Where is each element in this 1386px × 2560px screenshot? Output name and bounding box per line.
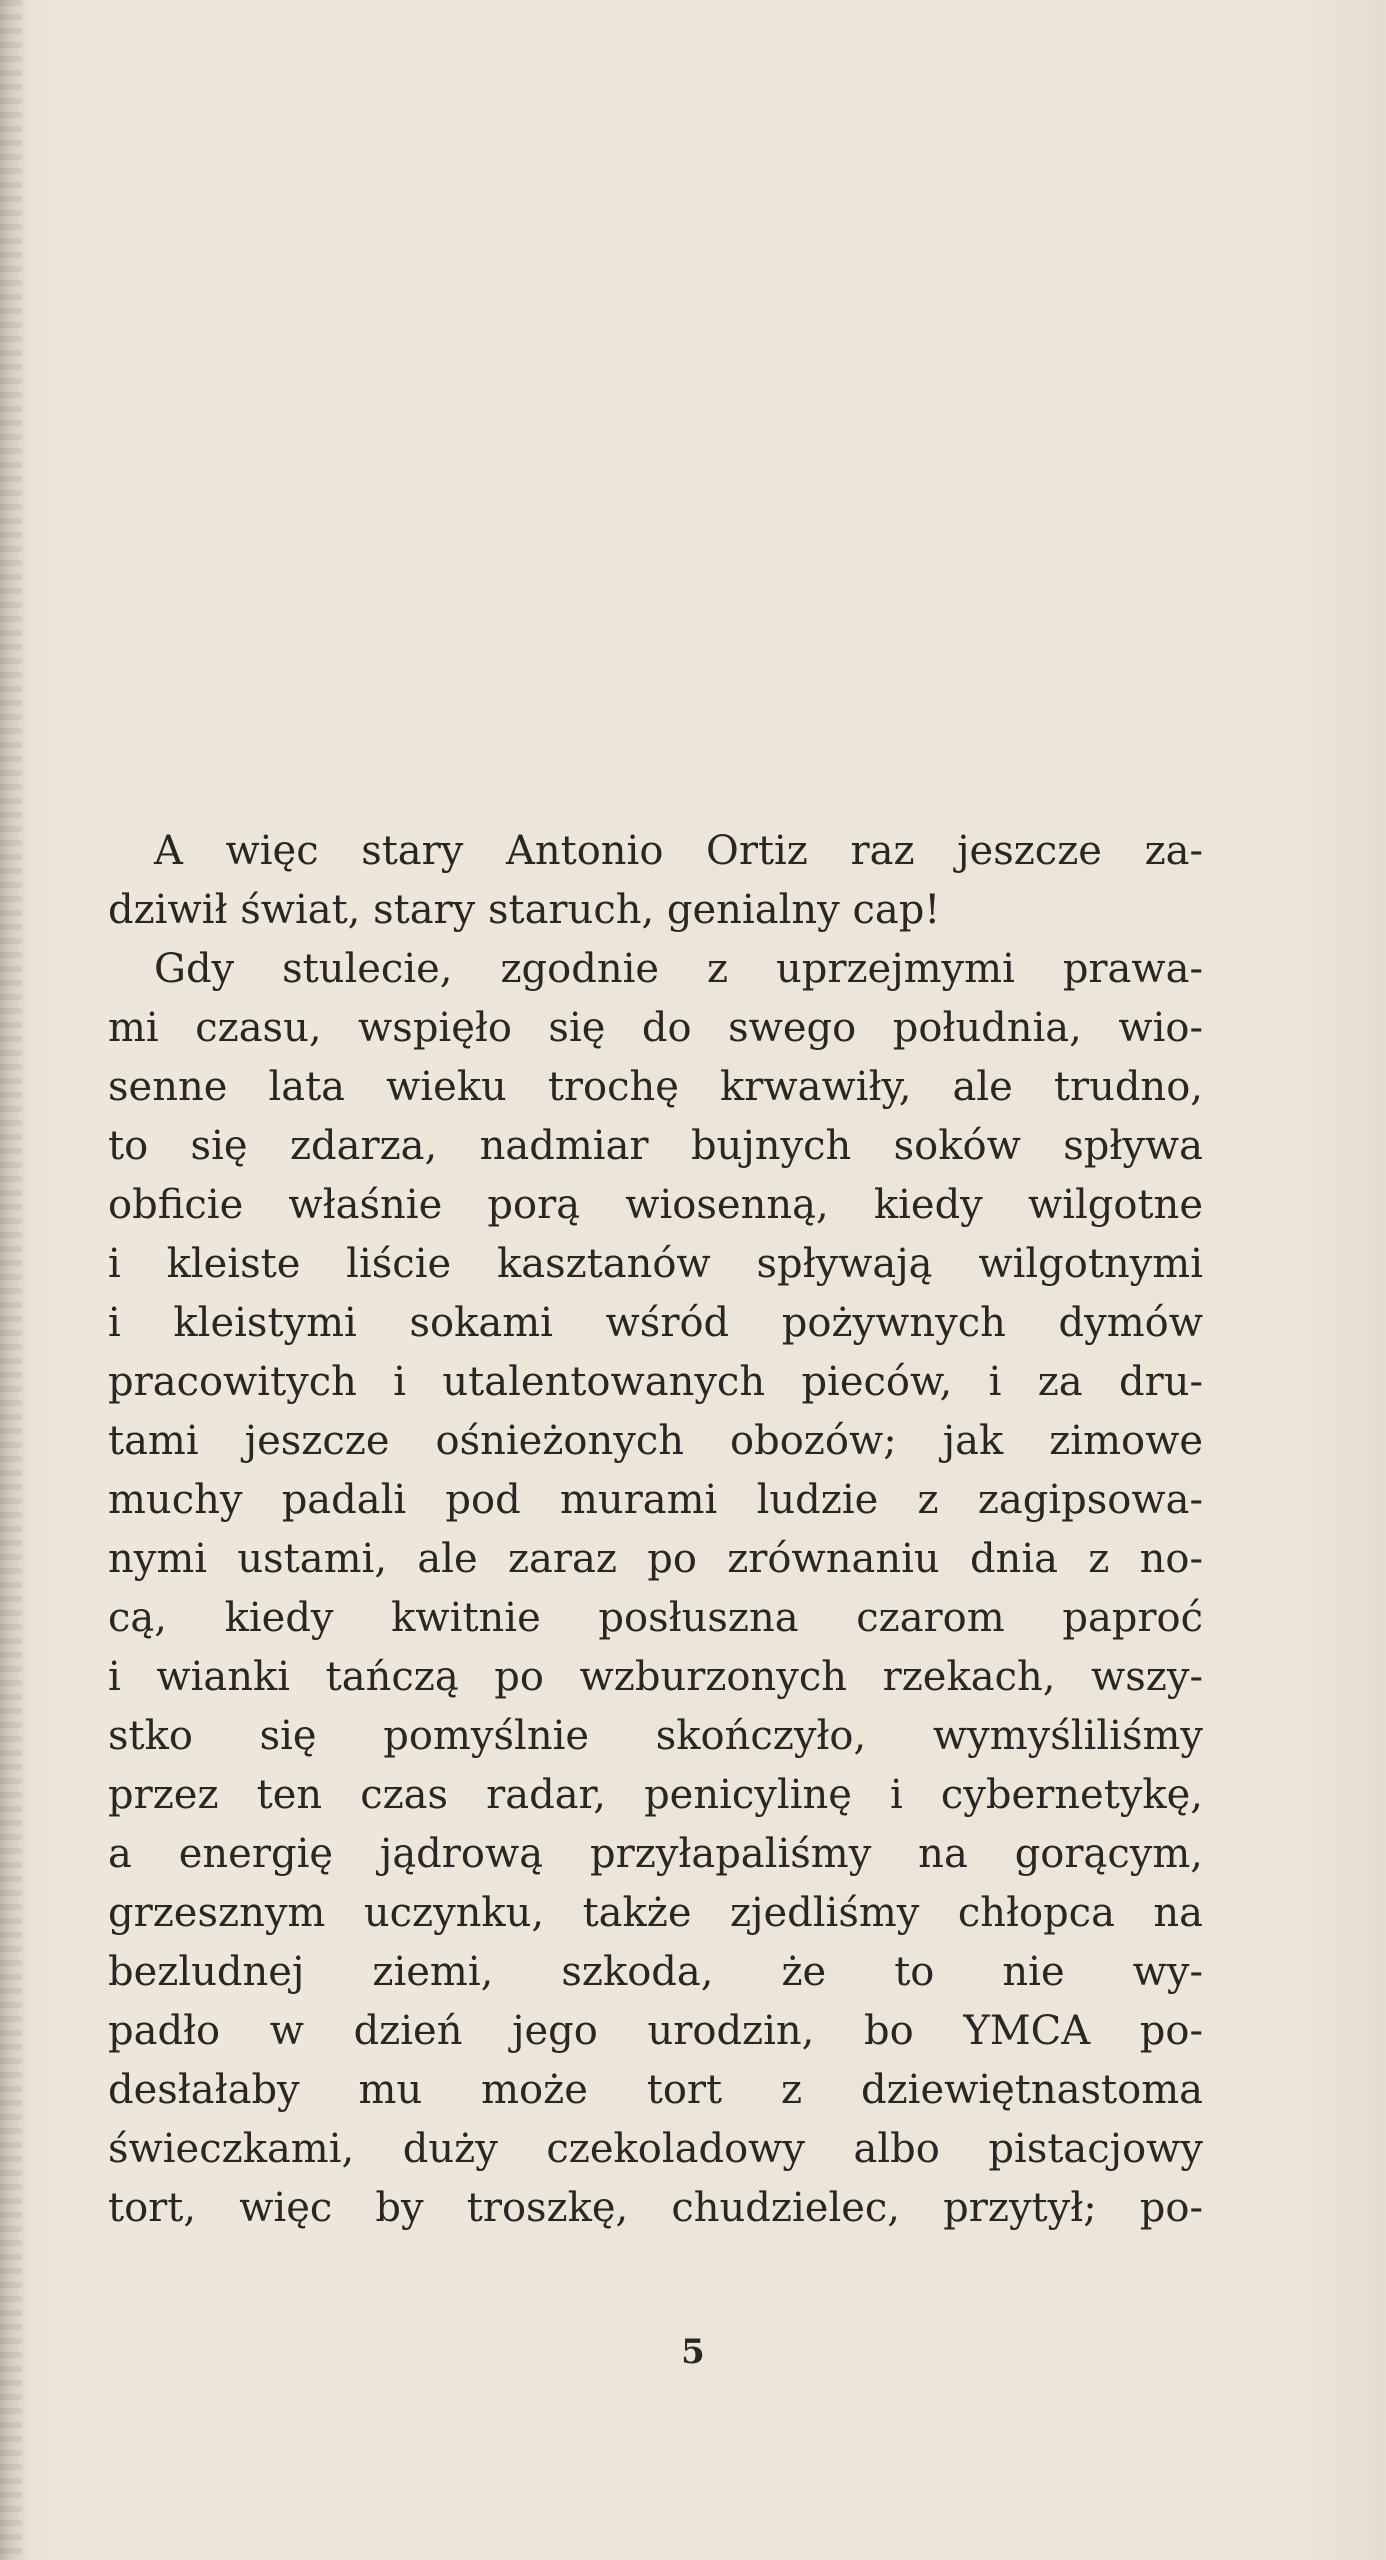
text-line: muchy padali pod murami ludzie z zagipsowa- [108,1477,1203,1523]
text-line: obficie właśnie porą wiosenną, kiedy wilgotne [108,1182,1203,1228]
text-line: Gdy stulecie, zgodnie z uprzejmymi prawa- [154,946,1203,992]
text-line: pracowitych i utalentowanych pieców, i za dru- [108,1359,1203,1405]
text-line: tami jeszcze ośnieżonych obozów; jak zimowe [108,1418,1203,1464]
text-line: stko się pomyślnie skończyło, wymyśliliśmy [108,1713,1203,1759]
text-line: padło w dzień jego urodzin, bo YMCA po- [108,2008,1203,2054]
text-line: cą, kiedy kwitnie posłuszna czarom paproć [108,1595,1203,1641]
text-line: świeczkami, duży czekoladowy albo pistacjowy [108,2126,1203,2172]
text-line: senne lata wieku trochę krwawiły, ale trudno, [108,1064,1203,1110]
page-number: 5 [681,2332,705,2372]
text-line: mi czasu, wspięło się do swego południa, wio- [108,1005,1203,1051]
text-line: i wianki tańczą po wzburzonych rzekach, wszy- [108,1654,1203,1700]
text-line: nymi ustami, ale zaraz po zrównaniu dnia z no- [108,1536,1203,1582]
text-line: A więc stary Antonio Ortiz raz jeszcze za- [154,828,1203,874]
text-line: a energię jądrową przyłapaliśmy na gorącym, [108,1831,1203,1877]
text-line: przez ten czas radar, penicylinę i cybernetykę, [108,1772,1203,1818]
text-line: i kleistymi sokami wśród pożywnych dymów [108,1300,1203,1346]
body-text [108,822,1203,2238]
text-line: desłałaby mu może tort z dziewiętnastoma [108,2067,1203,2113]
text-line: grzesznym uczynku, także zjedliśmy chłopca na [108,1890,1203,1936]
page-binding-edge [0,0,22,2560]
text-line: dziwił świat, stary staruch, genialny cap! [108,887,941,933]
text-line: to się zdarza, nadmiar bujnych soków spływa [108,1123,1203,1169]
text-line: tort, więc by troszkę, chudzielec, przytył; po- [108,2185,1203,2231]
text-line: i kleiste liście kasztanów spływają wilgotnymi [108,1241,1203,1287]
text-line: bezludnej ziemi, szkoda, że to nie wy- [108,1949,1203,1995]
